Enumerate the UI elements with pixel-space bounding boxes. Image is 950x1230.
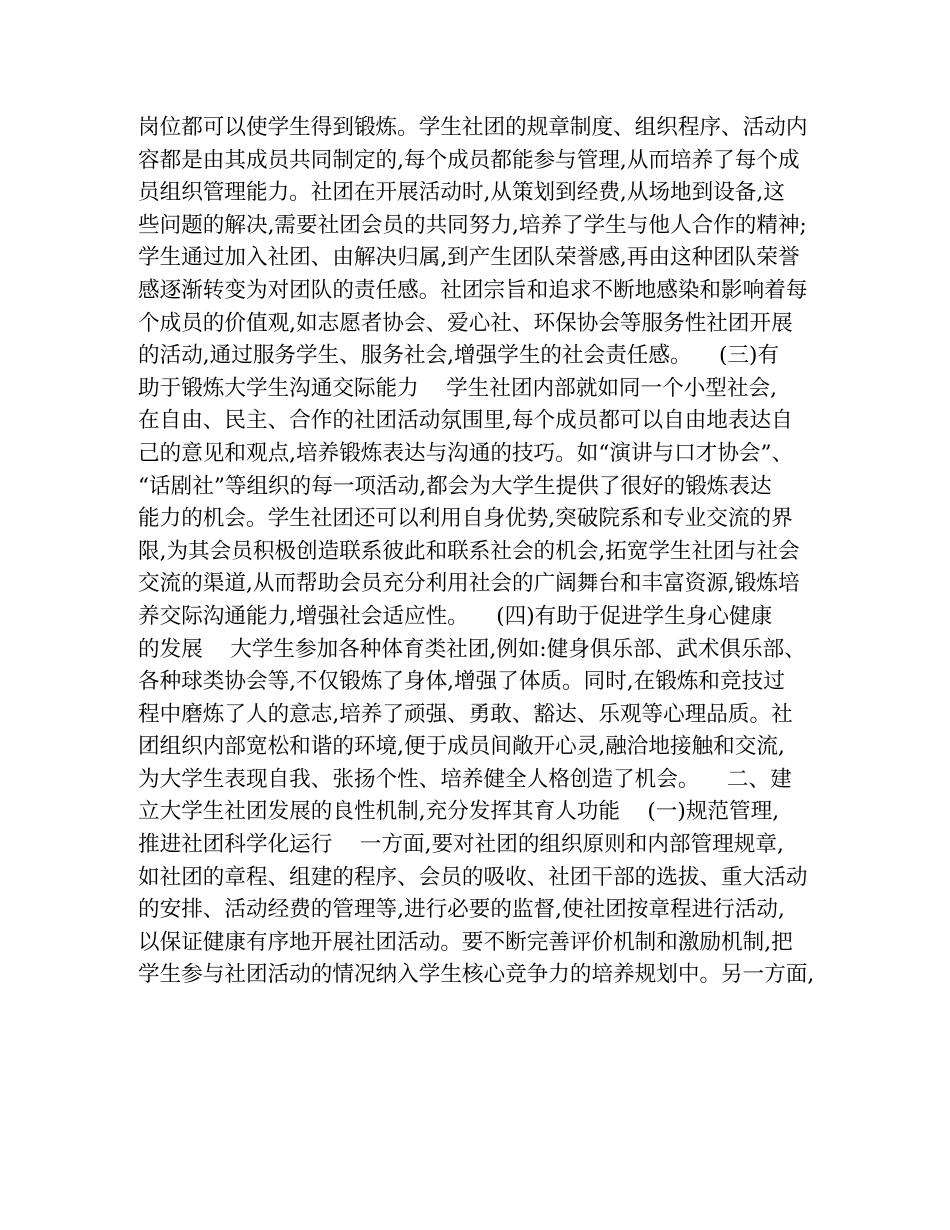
- text-line: 个成员的价值观,如志愿者协会、爱心社、环保协会等服务性社团开展: [138, 310, 793, 336]
- text-line: 能力的机会。学生社团还可以利用自身优势,突破院系和专业交流的界: [138, 506, 793, 532]
- text-line: 助于锻炼大学生沟通交际能力 学生社团内部就如同一个小型社会,: [138, 375, 777, 401]
- text-line: 的安排、活动经费的管理等,进行必要的监督,使社团按章程进行活动,: [138, 897, 785, 923]
- text-line: 立大学生社团发展的良性机制,充分发挥其育人功能 (一)规范管理,: [138, 799, 780, 825]
- text-line: 程中磨炼了人的意志,培养了顽强、勇敢、豁达、乐观等心理品质。社: [138, 701, 793, 727]
- text-line: 的活动,通过服务学生、服务社会,增强学生的社会责任感。 (三)有: [138, 343, 780, 369]
- text-line: 为大学生表现自我、张扬个性、培养健全人格创造了机会。 二、建: [138, 766, 792, 792]
- text-line: 员组织管理能力。社团在开展活动时,从策划到经费,从场地到设备,这: [138, 180, 785, 206]
- text-line: 己的意见和观点,培养锻炼表达与沟通的技巧。如“演讲与口才协会”、: [138, 440, 794, 466]
- text-line: 以保证健康有序地开展社团活动。要不断完善评价机制和激励机制,把: [138, 929, 793, 955]
- text-line: 学生通过加入社团、由解决归属,到产生团队荣誉感,再由这种团队荣誉: [138, 245, 800, 271]
- text-line: 在自由、民主、合作的社团活动氛围里,每个成员都可以自由地表达自: [138, 408, 793, 434]
- text-line: 推进社团科学化运行 一方面,要对社团的组织原则和内部管理规章,: [138, 832, 784, 858]
- text-line: “话剧社”等组织的每一项活动,都会为大学生提供了很好的锻炼表达: [138, 473, 772, 499]
- text-line: 些问题的解决,需要社团会员的共同努力,培养了学生与他人合作的精神;: [138, 212, 807, 238]
- text-line: 的发展 大学生参加各种体育类社团,例如:健身俱乐部、武术俱乐部、: [138, 636, 806, 662]
- body-text: [138, 112, 828, 992]
- text-line: 养交际沟通能力,增强社会适应性。 (四)有助于促进学生身心健康: [138, 603, 773, 629]
- text-line: 交流的渠道,从而帮助会员充分利用社会的广阔舞台和丰富资源,锻炼培: [138, 571, 800, 597]
- text-line: 限,为其会员积极创造联系彼此和联系社会的机会,拓宽学生社团与社会: [138, 538, 800, 564]
- text-line: 感逐渐转变为对团队的责任感。社团宗旨和追求不断地感染和影响着每: [138, 277, 808, 303]
- text-line: 容都是由其成员共同制定的,每个成员都能参与管理,从而培养了每个成: [138, 147, 800, 173]
- text-line: 学生参与社团活动的情况纳入学生核心竞争力的培养规划中。另一方面,: [138, 962, 815, 988]
- text-line: 团组织内部宽松和谐的环境,便于成员间敞开心灵,融洽地接触和交流,: [138, 734, 785, 760]
- text-line: 各种球类协会等,不仅锻炼了身体,增强了体质。同时,在锻炼和竞技过: [138, 669, 785, 695]
- text-line: 如社团的章程、组建的程序、会员的吸收、社团干部的选拔、重大活动: [138, 864, 808, 890]
- text-line: 岗位都可以使学生得到锻炼。学生社团的规章制度、组织程序、活动内: [138, 115, 808, 140]
